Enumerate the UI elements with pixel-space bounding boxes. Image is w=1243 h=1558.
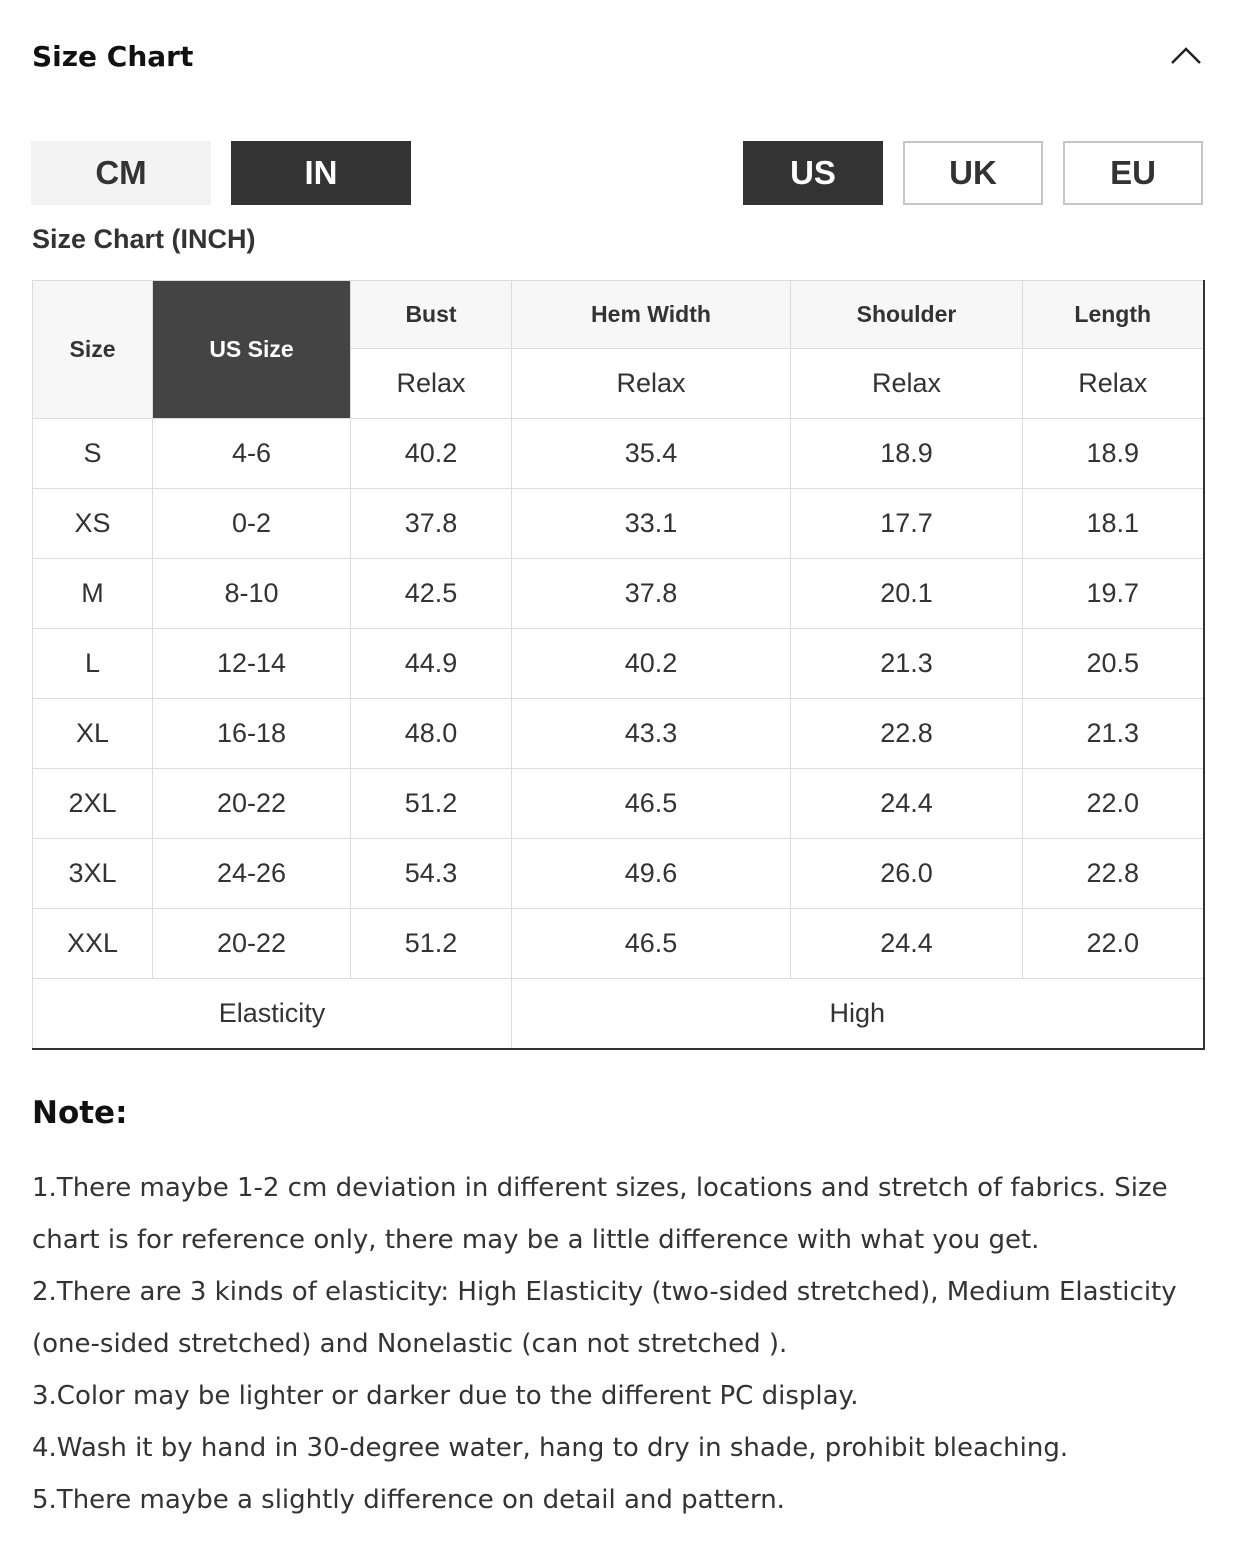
size-cell: 2XL bbox=[33, 769, 153, 839]
table-row bbox=[33, 699, 1204, 769]
bust-fit: Relax bbox=[351, 349, 512, 419]
shoulder-cell: 18.9 bbox=[791, 419, 1023, 489]
size-cell: XS bbox=[33, 489, 153, 559]
us-size-cell: 16-18 bbox=[153, 699, 351, 769]
size-cell: M bbox=[33, 559, 153, 629]
length-cell: 22.0 bbox=[1023, 909, 1204, 979]
region-uk-button[interactable]: UK bbox=[903, 141, 1043, 205]
bust-cell: 42.5 bbox=[351, 559, 512, 629]
bust-cell: 40.2 bbox=[351, 419, 512, 489]
size-cell: 3XL bbox=[33, 839, 153, 909]
note-item: 2.There are 3 kinds of elasticity: High Elasticity (two-sided stretched), Medium Elasticity (one-sided stretched) and Nonelastic (can not stretched ). bbox=[32, 1277, 1177, 1359]
note-item: 5.There maybe a slightly difference on detail and pattern. bbox=[32, 1485, 785, 1515]
section-title: Size Chart bbox=[32, 40, 194, 73]
length-cell: 20.5 bbox=[1023, 629, 1204, 699]
length-cell: 21.3 bbox=[1023, 699, 1204, 769]
length-cell: 18.1 bbox=[1023, 489, 1204, 559]
note-title: Note: bbox=[32, 1095, 128, 1131]
us-size-cell: 24-26 bbox=[153, 839, 351, 909]
region-eu-button[interactable]: EU bbox=[1063, 141, 1203, 205]
size-cell: L bbox=[33, 629, 153, 699]
shoulder-cell: 24.4 bbox=[791, 769, 1023, 839]
size-cell: S bbox=[33, 419, 153, 489]
us-size-cell: 20-22 bbox=[153, 909, 351, 979]
unit-cm-button[interactable]: CM bbox=[31, 141, 211, 205]
header-shoulder: Shoulder bbox=[791, 281, 1023, 349]
note-item: 3.Color may be lighter or darker due to the different PC display. bbox=[32, 1381, 859, 1411]
length-fit: Relax bbox=[1023, 349, 1204, 419]
header-bust: Bust bbox=[351, 281, 512, 349]
hem-width-cell: 40.2 bbox=[512, 629, 791, 699]
bust-cell: 54.3 bbox=[351, 839, 512, 909]
bust-cell: 48.0 bbox=[351, 699, 512, 769]
header-us-size: US Size bbox=[153, 281, 351, 419]
unit-in-button[interactable]: IN bbox=[231, 141, 411, 205]
hem-width-cell: 49.6 bbox=[512, 839, 791, 909]
shoulder-fit: Relax bbox=[791, 349, 1023, 419]
elasticity-row bbox=[33, 979, 1204, 1050]
table-row bbox=[33, 909, 1204, 979]
chevron-up-icon[interactable] bbox=[1169, 42, 1203, 68]
us-size-cell: 20-22 bbox=[153, 769, 351, 839]
table-row bbox=[33, 839, 1204, 909]
note-item: 4.Wash it by hand in 30-degree water, hang to dry in shade, prohibit bleaching. bbox=[32, 1433, 1069, 1463]
notes-list bbox=[32, 1162, 1203, 1526]
hem-width-cell: 33.1 bbox=[512, 489, 791, 559]
bust-cell: 51.2 bbox=[351, 769, 512, 839]
shoulder-cell: 26.0 bbox=[791, 839, 1023, 909]
shoulder-cell: 20.1 bbox=[791, 559, 1023, 629]
table-row bbox=[33, 489, 1204, 559]
table-title: Size Chart (INCH) bbox=[32, 224, 256, 254]
length-cell: 19.7 bbox=[1023, 559, 1204, 629]
hem-width-cell: 35.4 bbox=[512, 419, 791, 489]
length-cell: 22.8 bbox=[1023, 839, 1204, 909]
shoulder-cell: 24.4 bbox=[791, 909, 1023, 979]
header-size: Size bbox=[33, 281, 153, 419]
elasticity-label: Elasticity bbox=[33, 979, 512, 1050]
size-cell: XL bbox=[33, 699, 153, 769]
table-row bbox=[33, 559, 1204, 629]
size-table bbox=[32, 280, 1205, 1050]
length-cell: 22.0 bbox=[1023, 769, 1204, 839]
us-size-cell: 4-6 bbox=[153, 419, 351, 489]
hem-width-cell: 43.3 bbox=[512, 699, 791, 769]
size-chart-header[interactable] bbox=[32, 36, 1203, 82]
us-size-cell: 0-2 bbox=[153, 489, 351, 559]
table-row bbox=[33, 769, 1204, 839]
hem-width-fit: Relax bbox=[512, 349, 791, 419]
shoulder-cell: 17.7 bbox=[791, 489, 1023, 559]
note-item: 1.There maybe 1-2 cm deviation in different sizes, locations and stretch of fabrics. Size chart is for reference only, there may be a little difference with what you get. bbox=[32, 1173, 1168, 1255]
length-cell: 18.9 bbox=[1023, 419, 1204, 489]
shoulder-cell: 21.3 bbox=[791, 629, 1023, 699]
table-row bbox=[33, 419, 1204, 489]
size-cell: XXL bbox=[33, 909, 153, 979]
hem-width-cell: 37.8 bbox=[512, 559, 791, 629]
region-us-button[interactable]: US bbox=[743, 141, 883, 205]
table-row bbox=[33, 629, 1204, 699]
header-hem-width: Hem Width bbox=[512, 281, 791, 349]
hem-width-cell: 46.5 bbox=[512, 769, 791, 839]
us-size-cell: 8-10 bbox=[153, 559, 351, 629]
bust-cell: 37.8 bbox=[351, 489, 512, 559]
bust-cell: 51.2 bbox=[351, 909, 512, 979]
us-size-cell: 12-14 bbox=[153, 629, 351, 699]
shoulder-cell: 22.8 bbox=[791, 699, 1023, 769]
hem-width-cell: 46.5 bbox=[512, 909, 791, 979]
bust-cell: 44.9 bbox=[351, 629, 512, 699]
elasticity-value: High bbox=[512, 979, 1204, 1050]
header-length: Length bbox=[1023, 281, 1204, 349]
